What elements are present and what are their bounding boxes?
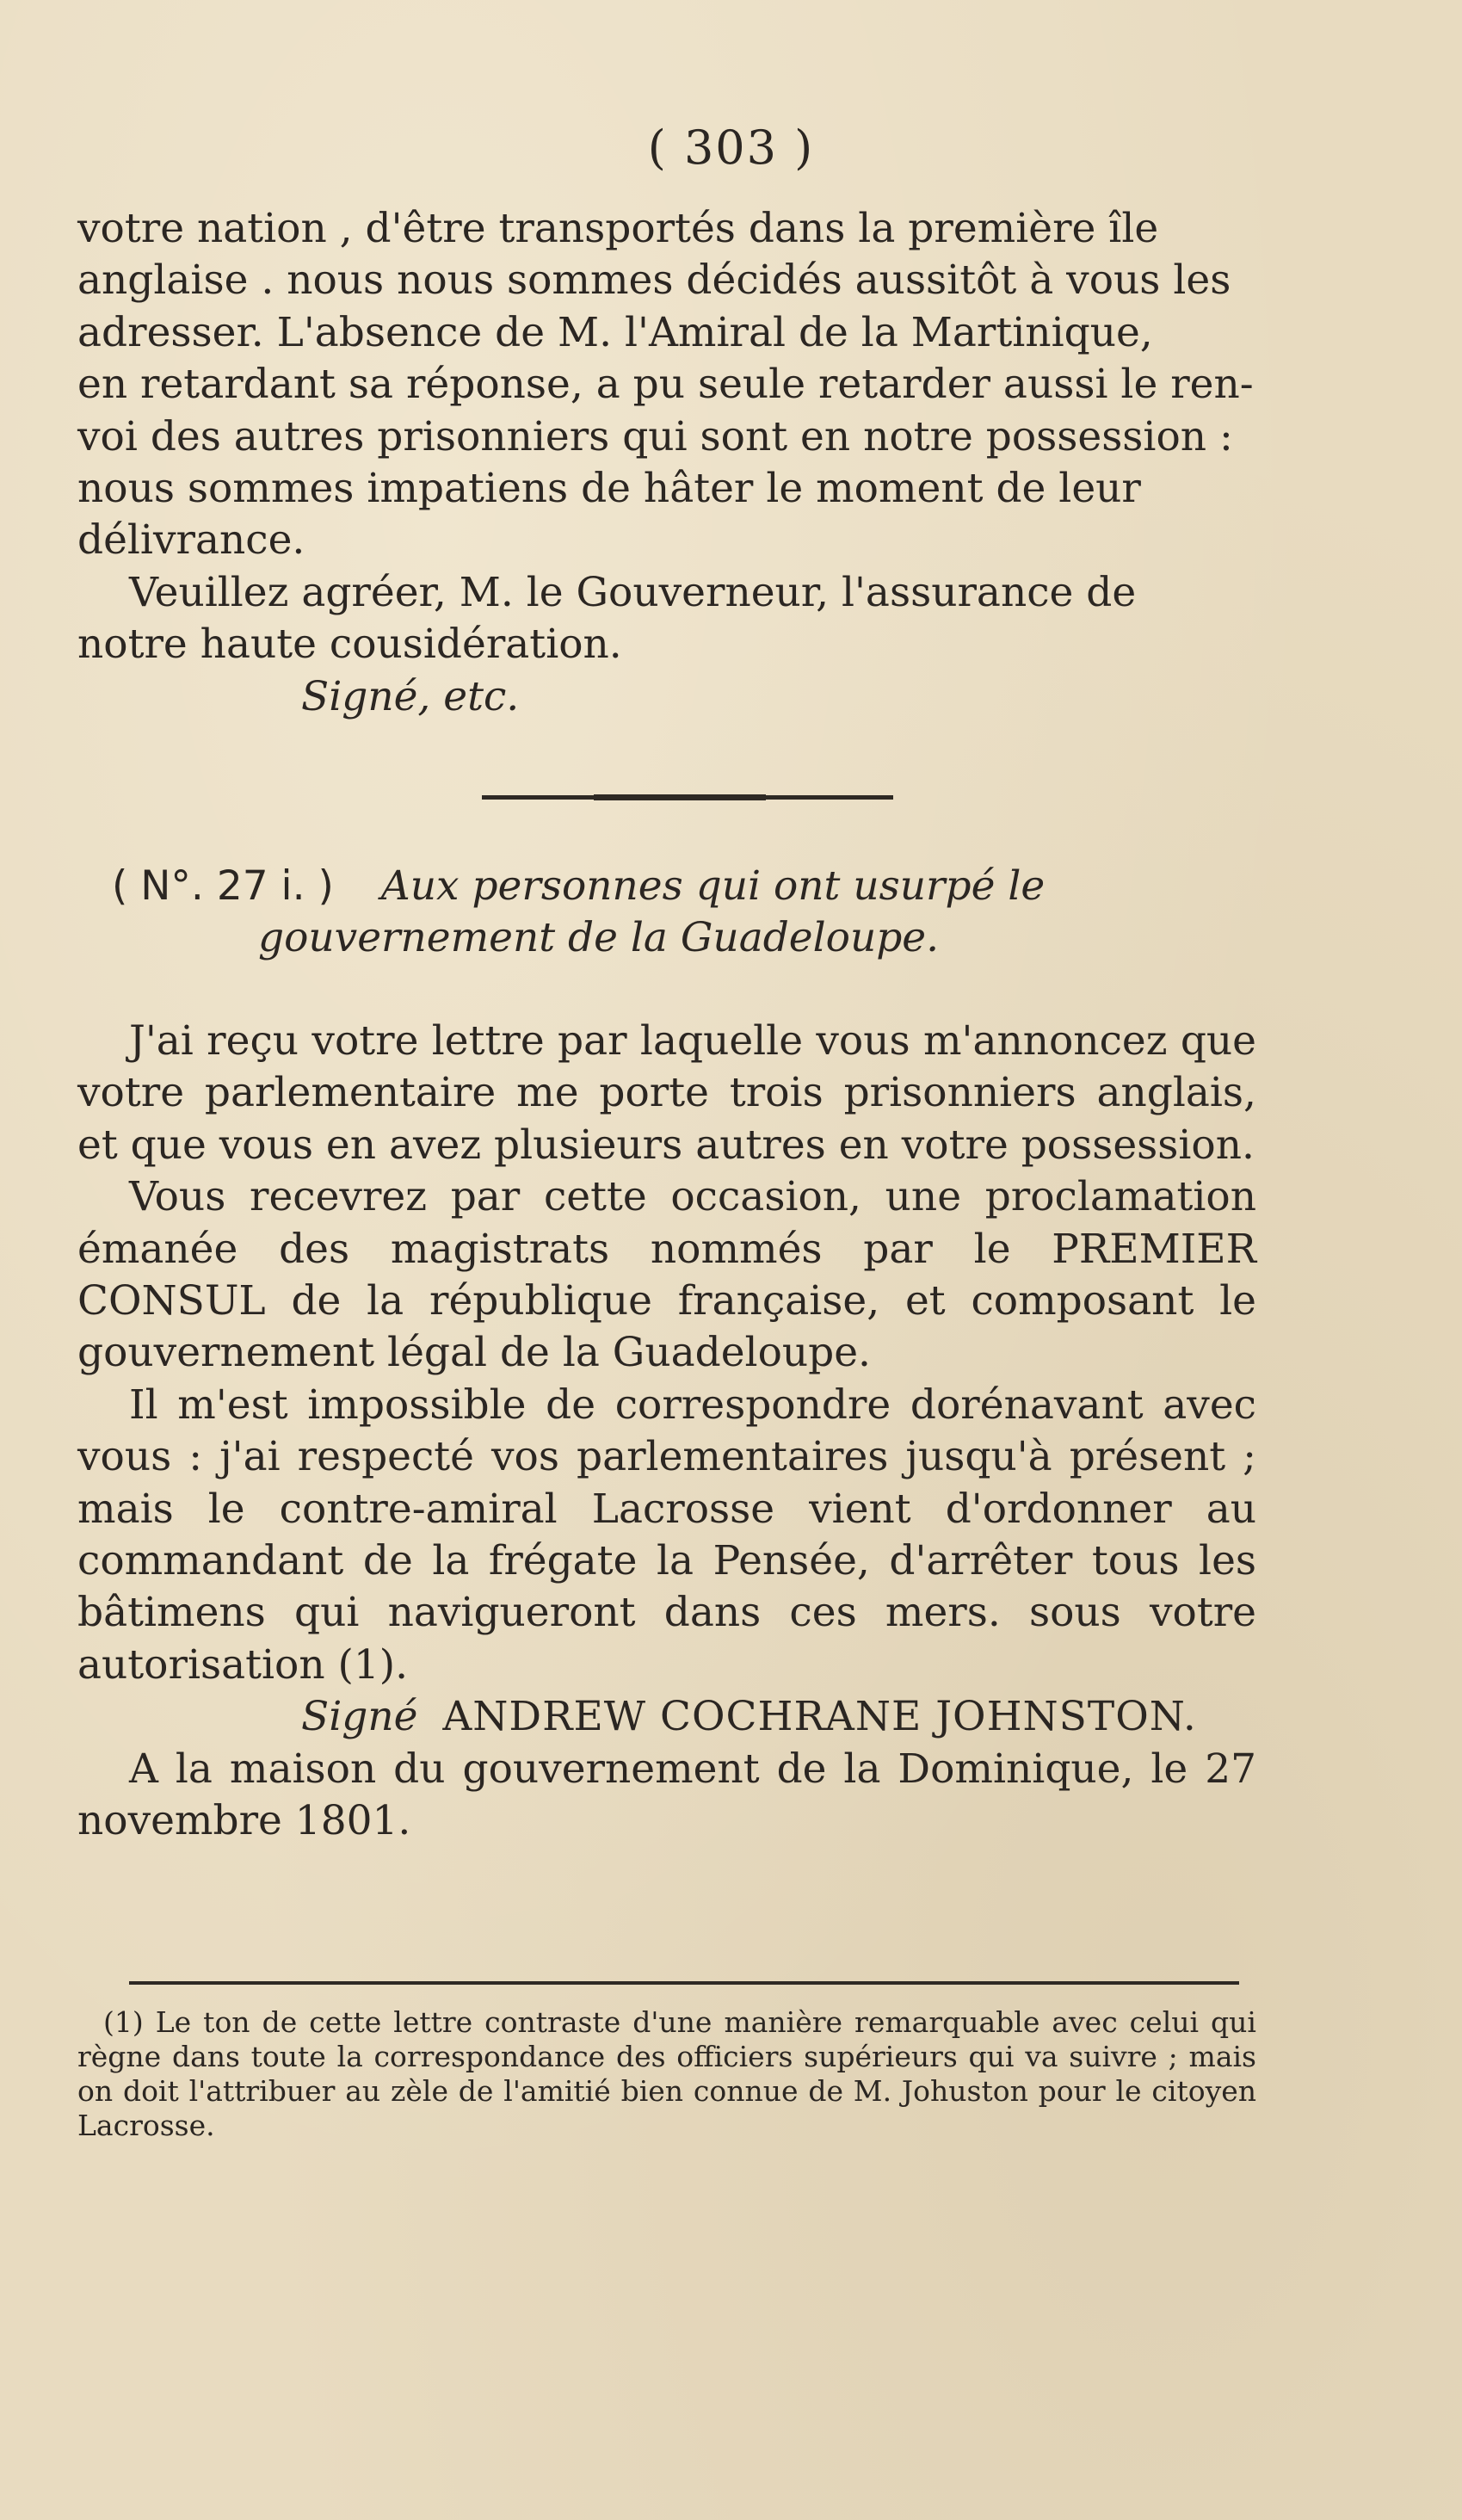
footnote-text: (1) Le ton de cette lettre contraste d'une manière remarquable avec celui qui règne dans toute la correspondance des officiers supérieurs qui va suivre ; mais on doit l'attribuer au zèle de l'amitié bien connue de M. Johuston pour le citoyen Lacrosse. xyxy=(77,2005,1256,2142)
page-number: ( 303 ) xyxy=(647,120,815,175)
signature-line xyxy=(77,1691,1256,1743)
text-line: en retardant sa réponse, a pu seule retarder aussi le ren- xyxy=(77,361,1254,409)
letter-number: ( N°. 27 i. ) xyxy=(112,862,334,910)
letter-title-line2: gouvernement de la Guadeloupe. xyxy=(258,914,940,961)
paragraph-3: Il m'est impossible de correspondre dorénavant avec vous : j'ai respecté vos parlementaires jusqu'à présent ; mais le contre-amiral Lacrosse vient d'ordonner au commandant de la frégate la Pensée, d'arrêter tous les bâtimens qui navigueront dans ces mers. sous votre autorisation (1). xyxy=(77,1380,1256,1689)
letter-title-line1: Aux personnes qui ont usurpé le xyxy=(380,862,1046,910)
text-line: délivrance. xyxy=(77,516,305,565)
signed-label: Signé xyxy=(301,1693,418,1741)
text-line: votre nation , d'être transportés dans la première île xyxy=(77,205,1159,252)
footnote xyxy=(77,2005,1256,2143)
text-line: voi des autres prisonniers qui sont en notre possession : xyxy=(77,412,1233,460)
letter1-body xyxy=(77,203,1256,723)
paragraph-1: J'ai reçu votre lettre par laquelle vous m'annoncez que votre parlementaire me porte trois prisonniers anglais, et que vous en avez plusieurs autres en votre possession. xyxy=(77,1017,1256,1169)
text-line: nous sommes impatiens de hâter le moment de leur xyxy=(77,465,1141,513)
section-divider xyxy=(482,795,893,800)
text-line: Veuillez agréer, M. le Gouverneur, l'assurance de xyxy=(129,568,1137,616)
letter2-body xyxy=(77,1016,1256,1848)
signature-etc: Signé, etc. xyxy=(301,672,520,720)
letter2-heading xyxy=(112,861,1256,964)
paragraph-2 xyxy=(77,1171,1256,1380)
text-line: adresser. L'absence de M. l'Amiral de la Martinique, xyxy=(77,308,1153,356)
signer-name: ANDREW COCHRANE JOHNSTON. xyxy=(442,1693,1197,1741)
text-line: anglaise . nous nous sommes décidés aussitôt à vous les xyxy=(77,256,1231,305)
footnote-rule xyxy=(129,1981,1239,1985)
place-date: A la maison du gouvernement de la Dominique, le 27 novembre 1801. xyxy=(77,1745,1256,1845)
text-line: notre haute cousidération. xyxy=(77,621,622,669)
p2-text: Vous recevrez par cette occasion, une proclamation émanée des magistrats nommés par le PREMIER CONSUL de la république française, et composant le gouvernement légal de la Guadeloupe. xyxy=(77,1173,1256,1377)
